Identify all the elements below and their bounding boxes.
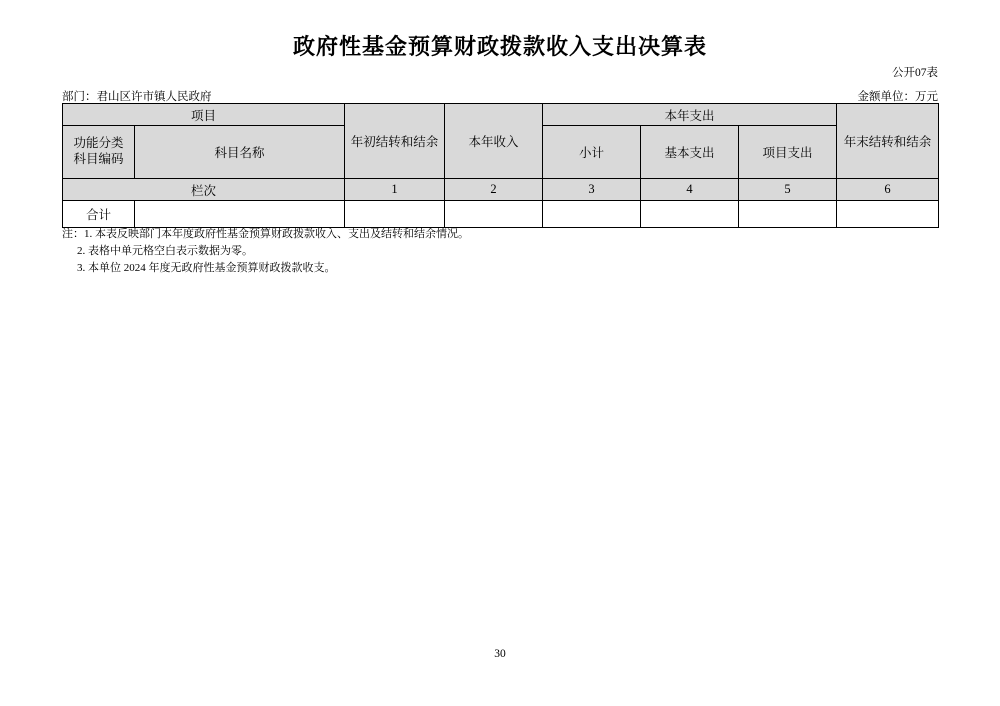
column-number-1: 1 (345, 179, 445, 201)
header-project-expenditure: 项目支出 (739, 126, 837, 179)
total-row-end-balance (837, 201, 939, 228)
column-number-5: 5 (739, 179, 837, 201)
column-number-3: 3 (543, 179, 641, 201)
total-row-subtotal (543, 201, 641, 228)
total-row-year-income (445, 201, 543, 228)
table-notes (62, 226, 469, 277)
header-group-expenditure: 本年支出 (543, 104, 837, 126)
header-function-code-line1: 功能分类 (73, 136, 124, 151)
total-row-project-expenditure (739, 201, 837, 228)
budget-table (62, 103, 939, 228)
column-number-2: 2 (445, 179, 543, 201)
department-label: 部门：君山区许市镇人民政府 (62, 91, 212, 103)
total-row-begin-balance (345, 201, 445, 228)
total-row-subject-name (135, 201, 345, 228)
total-row-basic-expenditure (641, 201, 739, 228)
total-row-label: 合计 (63, 201, 135, 228)
column-row-label: 栏次 (63, 179, 345, 201)
table-column-number-row (63, 179, 939, 201)
header-basic-expenditure: 基本支出 (641, 126, 739, 179)
note-line-1: 注：1. 本表反映部门本年度政府性基金预算财政拨款收入、支出及结转和结余情况。 (62, 228, 469, 240)
column-number-6: 6 (837, 179, 939, 201)
header-year-income: 本年收入 (445, 104, 543, 179)
note-line-3: 3. 本单位 2024 年度无政府性基金预算财政拨款收支。 (77, 262, 336, 275)
header-group-item: 项目 (63, 104, 345, 126)
page-number: 30 (494, 648, 506, 660)
header-subject-name: 科目名称 (135, 126, 345, 179)
amount-unit-label: 金额单位：万元 (857, 91, 938, 103)
header-function-code-line2: 科目编码 (73, 152, 124, 166)
table-row (63, 201, 939, 228)
table-header-row-1 (63, 104, 939, 126)
sheet-number: 公开07表 (892, 67, 938, 79)
header-function-code (63, 126, 135, 179)
column-number-4: 4 (641, 179, 739, 201)
header-begin-balance: 年初结转和结余 (345, 104, 445, 179)
page-title: 政府性基金预算财政拨款收入支出决算表 (292, 34, 707, 59)
header-end-balance: 年末结转和结余 (837, 104, 939, 179)
header-subtotal: 小计 (543, 126, 641, 179)
note-line-2: 2. 表格中单元格空白表示数据为零。 (77, 245, 253, 258)
